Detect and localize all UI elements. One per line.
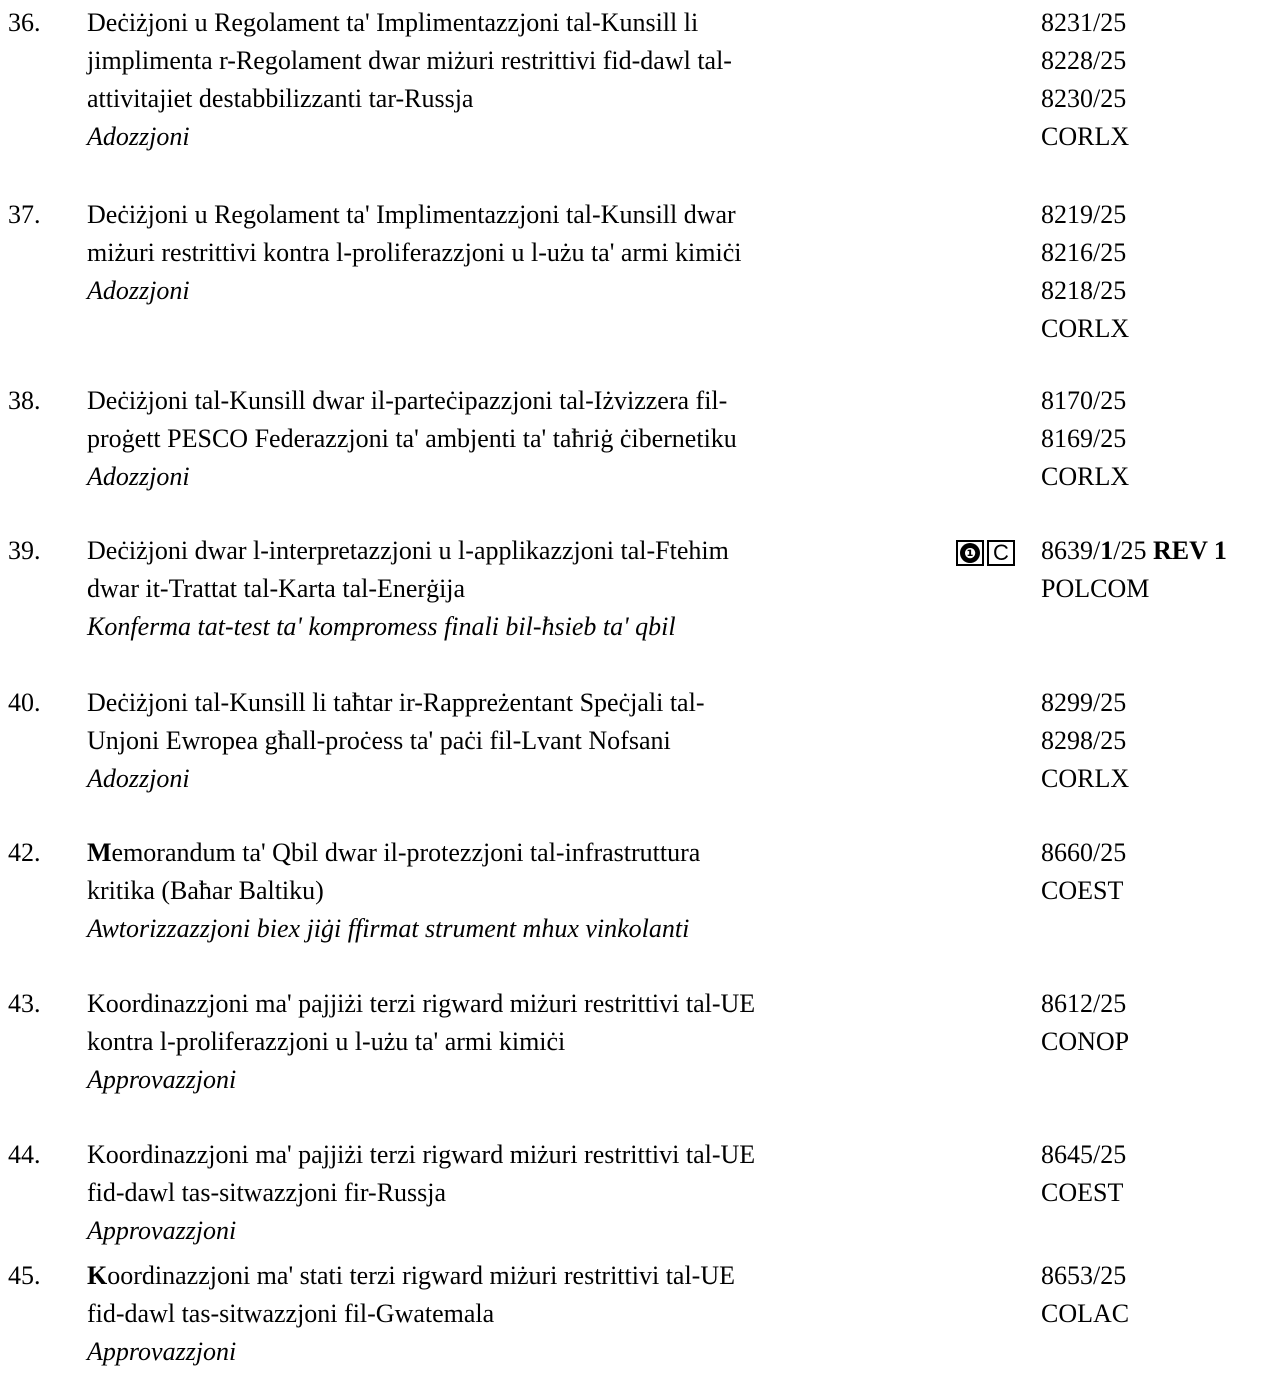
working-party-code: CORLX [1041, 122, 1130, 151]
item-one-badge [956, 540, 984, 566]
working-party-code: COEST [1041, 876, 1124, 905]
description-line [87, 834, 947, 872]
item-number: 40. [8, 688, 41, 717]
item-action: Approvazzjoni [87, 1337, 237, 1366]
item-action: Approvazzjoni [87, 1065, 237, 1094]
description-line: Deċiżjoni tal-Kunsill dwar il-parteċipazzjoni tal-Iżvizzera fil- [87, 386, 728, 415]
description-line: kritika (Baħar Baltiku) [87, 876, 324, 905]
initial-letter: K [87, 1261, 108, 1290]
description-line: miżuri restrittivi kontra l-proliferazzjoni u l-użu ta' armi kimiċi [87, 238, 742, 267]
document-ref: 8298/25 [1041, 726, 1127, 755]
revision-label: REV 1 [1152, 536, 1227, 565]
item-description [87, 196, 947, 310]
working-party-code: COLAC [1041, 1299, 1130, 1328]
item-action: Approvazzjoni [87, 1216, 237, 1245]
document-references [1041, 382, 1129, 496]
line-rest: emorandum ta' Qbil dwar il-protezzjoni tal-infrastruttura [111, 838, 701, 867]
working-party-code: CONOP [1041, 1027, 1130, 1056]
item-number: 42. [8, 838, 41, 867]
description-line: Deċiżjoni u Regolament ta' Implimentazzjoni tal-Kunsill dwar [87, 200, 736, 229]
document-references [1041, 532, 1227, 608]
item-number: 36. [8, 8, 41, 37]
filled-circle-one-icon: ❶ [960, 543, 980, 563]
document-ref: 8170/25 [1041, 386, 1127, 415]
item-description [87, 985, 947, 1099]
document-references [1041, 196, 1129, 348]
ref-part: /25 [1113, 536, 1153, 565]
document-ref: 8660/25 [1041, 838, 1127, 867]
document-ref: 8231/25 [1041, 8, 1127, 37]
ref-part: 8639/ [1041, 536, 1101, 565]
item-action: Konferma tat-test ta' kompromess finali bil-ħsieb ta' qbil [87, 612, 676, 641]
item-action: Adozzjoni [87, 276, 190, 305]
item-action: Adozzjoni [87, 122, 190, 151]
item-number: 38. [8, 386, 41, 415]
description-line: jimplimenta r-Regolament dwar miżuri restrittivi fid-dawl tal- [87, 46, 732, 75]
description-line: proġett PESCO Federazzjoni ta' ambjenti ta' taħriġ ċibernetiku [87, 424, 737, 453]
line-rest: oordinazzjoni ma' stati terzi rigward miżuri restrittivi tal-UE [107, 1261, 735, 1290]
description-line: dwar it-Trattat tal-Karta tal-Enerġija [87, 574, 466, 603]
description-line: fid-dawl tas-sitwazzjoni fil-Gwatemala [87, 1299, 495, 1328]
ref-part-bold: 1 [1100, 536, 1114, 565]
item-description [87, 382, 947, 496]
document-ref [1041, 532, 1227, 570]
document-ref: 8228/25 [1041, 46, 1127, 75]
item-number: 44. [8, 1140, 41, 1169]
working-party-code: POLCOM [1041, 574, 1150, 603]
item-number: 45. [8, 1261, 41, 1290]
description-line: fid-dawl tas-sitwazzjoni fir-Russja [87, 1178, 447, 1207]
working-party-code: COEST [1041, 1178, 1124, 1207]
description-line: Unjoni Ewropea għall-proċess ta' paċi fil-Lvant Nofsani [87, 726, 671, 755]
item-number: 39. [8, 536, 41, 565]
document-ref: 8219/25 [1041, 200, 1127, 229]
item-description [87, 532, 947, 646]
description-line: Koordinazzjoni ma' pajjiżi terzi rigward miżuri restrittivi tal-UE [87, 1140, 756, 1169]
item-description [87, 834, 947, 948]
item-number: 37. [8, 200, 41, 229]
document-references [1041, 1136, 1126, 1212]
working-party-code: CORLX [1041, 764, 1130, 793]
item-action: Awtorizzazzjoni biex jiġi ffirmat strument mhux vinkolanti [87, 914, 690, 943]
document-references [1041, 4, 1129, 156]
working-party-code: CORLX [1041, 462, 1130, 491]
document-ref: 8612/25 [1041, 989, 1127, 1018]
document-references [1041, 985, 1129, 1061]
document-ref: 8230/25 [1041, 84, 1127, 113]
c-badge: C [987, 540, 1015, 566]
item-number: 43. [8, 989, 41, 1018]
initial-letter: M [87, 838, 112, 867]
procedure-badges [956, 540, 1015, 566]
working-party-code: CORLX [1041, 314, 1130, 343]
description-line: Deċiżjoni u Regolament ta' Implimentazzjoni tal-Kunsill li [87, 8, 699, 37]
item-action: Adozzjoni [87, 764, 190, 793]
item-description [87, 684, 947, 798]
description-line [87, 1257, 947, 1295]
item-description [87, 1257, 947, 1371]
document-ref: 8169/25 [1041, 424, 1127, 453]
description-line: Koordinazzjoni ma' pajjiżi terzi rigward miżuri restrittivi tal-UE [87, 989, 756, 1018]
document-references [1041, 1257, 1129, 1333]
document-references [1041, 834, 1126, 910]
description-line: kontra l-proliferazzjoni u l-użu ta' armi kimiċi [87, 1027, 566, 1056]
description-line: attivitajiet destabbilizzanti tar-Russja [87, 84, 474, 113]
document-ref: 8653/25 [1041, 1261, 1127, 1290]
document-ref: 8216/25 [1041, 238, 1127, 267]
description-line: Deċiżjoni dwar l-interpretazzjoni u l-applikazzjoni tal-Ftehim [87, 536, 729, 565]
item-description [87, 1136, 947, 1250]
document-references [1041, 684, 1129, 798]
item-action: Adozzjoni [87, 462, 190, 491]
document-ref: 8645/25 [1041, 1140, 1127, 1169]
document-ref: 8218/25 [1041, 276, 1127, 305]
document-ref: 8299/25 [1041, 688, 1127, 717]
description-line: Deċiżjoni tal-Kunsill li taħtar ir-Rappreżentant Speċjali tal- [87, 688, 705, 717]
item-description [87, 4, 947, 156]
